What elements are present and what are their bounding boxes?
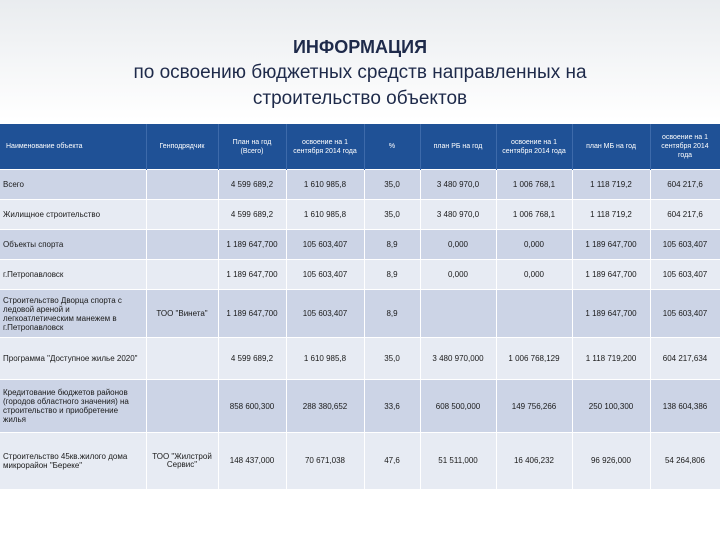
value-cell: 105 603,407 (650, 290, 720, 338)
object-name-cell: Строительство 45кв.жилого дома микрорайон "Береке" (0, 433, 146, 489)
value-cell: 1 189 647,700 (572, 260, 650, 290)
value-cell: 70 671,038 (286, 433, 364, 489)
value-cell: 47,6 (364, 433, 420, 489)
value-cell: 96 926,000 (572, 433, 650, 489)
table-row (0, 380, 720, 433)
value-cell: 54 264,806 (650, 433, 720, 489)
value-cell: 35,0 (364, 200, 420, 230)
value-cell: 1 189 647,700 (572, 290, 650, 338)
object-name-cell: Всего (0, 170, 146, 200)
header-spent-mb: освоение на 1 сентября 2014 года (650, 124, 720, 170)
contractor-cell: ТОО "Жилстрой Сервис" (146, 433, 218, 489)
table-row (0, 170, 720, 200)
value-cell: 288 380,652 (286, 380, 364, 433)
value-cell: 105 603,407 (286, 260, 364, 290)
value-cell: 608 500,000 (420, 380, 496, 433)
value-cell: 8,9 (364, 230, 420, 260)
table-row (0, 338, 720, 380)
value-cell: 16 406,232 (496, 433, 572, 489)
value-cell: 1 118 719,200 (572, 338, 650, 380)
value-cell: 1 189 647,700 (218, 230, 286, 260)
value-cell: 105 603,407 (286, 290, 364, 338)
contractor-cell (146, 380, 218, 433)
value-cell: 1 610 985,8 (286, 338, 364, 380)
value-cell: 604 217,6 (650, 170, 720, 200)
value-cell: 4 599 689,2 (218, 200, 286, 230)
header-spent-total: освоение на 1 сентября 2014 года (286, 124, 364, 170)
value-cell: 8,9 (364, 260, 420, 290)
value-cell (496, 290, 572, 338)
contractor-cell (146, 200, 218, 230)
value-cell: 0,000 (420, 230, 496, 260)
header-object-name: Наименование объекта (0, 124, 146, 170)
value-cell: 858 600,300 (218, 380, 286, 433)
value-cell: 4 599 689,2 (218, 338, 286, 380)
value-cell: 3 480 970,0 (420, 200, 496, 230)
value-cell: 149 756,266 (496, 380, 572, 433)
value-cell: 35,0 (364, 338, 420, 380)
value-cell: 604 217,6 (650, 200, 720, 230)
value-cell: 1 610 985,8 (286, 200, 364, 230)
contractor-cell (146, 260, 218, 290)
value-cell: 0,000 (496, 260, 572, 290)
value-cell: 138 604,386 (650, 380, 720, 433)
table-row (0, 260, 720, 290)
title-line-3: строительство объектов (252, 88, 468, 109)
header-spent-rb: освоение на 1 сентября 2014 года (496, 124, 572, 170)
object-name-cell: Объекты спорта (0, 230, 146, 260)
value-cell: 4 599 689,2 (218, 170, 286, 200)
value-cell: 1 189 647,700 (218, 260, 286, 290)
contractor-cell (146, 230, 218, 260)
value-cell: 604 217,634 (650, 338, 720, 380)
table-header-row (0, 124, 720, 170)
value-cell: 1 118 719,2 (572, 170, 650, 200)
header-plan-rb: план РБ на год (420, 124, 496, 170)
value-cell: 35,0 (364, 170, 420, 200)
title-line-1: ИНФОРМАЦИЯ (292, 37, 428, 57)
value-cell (420, 290, 496, 338)
value-cell: 0,000 (420, 260, 496, 290)
value-cell: 1 610 985,8 (286, 170, 364, 200)
value-cell: 250 100,300 (572, 380, 650, 433)
table-row (0, 200, 720, 230)
object-name-cell: Строительство Дворца спорта с ледовой ареной и легкоатлетическим манежем в г.Петропавловск (0, 290, 146, 338)
header-plan-total: План на год (Всего) (218, 124, 286, 170)
value-cell: 1 006 768,1 (496, 200, 572, 230)
value-cell: 3 480 970,000 (420, 338, 496, 380)
value-cell: 1 118 719,2 (572, 200, 650, 230)
object-name-cell: Программа "Доступное жилье 2020" (0, 338, 146, 380)
table-row (0, 230, 720, 260)
header-contractor: Генподрядчик (146, 124, 218, 170)
value-cell: 105 603,407 (286, 230, 364, 260)
header-plan-mb: план МБ на год (572, 124, 650, 170)
table-row (0, 290, 720, 338)
object-name-cell: Жилищное строительство (0, 200, 146, 230)
header-percent: % (364, 124, 420, 170)
value-cell: 148 437,000 (218, 433, 286, 489)
value-cell: 1 006 768,1 (496, 170, 572, 200)
value-cell: 1 189 647,700 (218, 290, 286, 338)
value-cell: 105 603,407 (650, 260, 720, 290)
slide-title (0, 34, 720, 112)
table-row (0, 433, 720, 489)
value-cell: 1 189 647,700 (572, 230, 650, 260)
object-name-cell: Кредитование бюджетов районов (городов областного значения) на строительство и приобретение жилья (0, 380, 146, 433)
value-cell: 8,9 (364, 290, 420, 338)
object-name-cell: г.Петропавловск (0, 260, 146, 290)
contractor-cell (146, 170, 218, 200)
value-cell: 1 006 768,129 (496, 338, 572, 380)
value-cell: 0,000 (496, 230, 572, 260)
value-cell: 33,6 (364, 380, 420, 433)
value-cell: 3 480 970,0 (420, 170, 496, 200)
title-line-2: по освоению бюджетных средств направленных на (133, 62, 587, 83)
budget-table (0, 124, 720, 489)
contractor-cell: ТОО "Винета" (146, 290, 218, 338)
contractor-cell (146, 338, 218, 380)
value-cell: 51 511,000 (420, 433, 496, 489)
value-cell: 105 603,407 (650, 230, 720, 260)
